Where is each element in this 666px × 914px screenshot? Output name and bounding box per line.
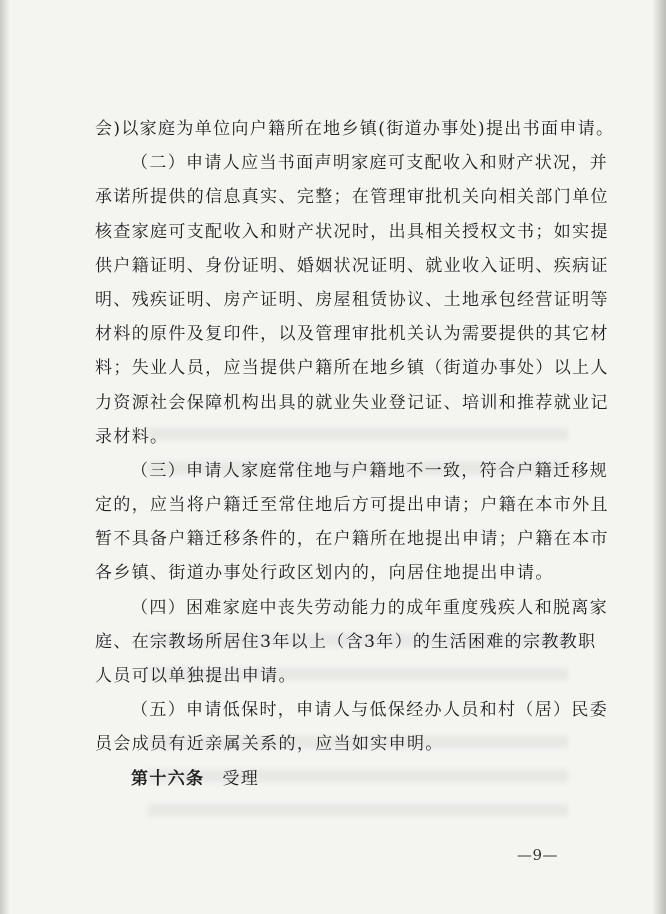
text-line: 会)以家庭为单位向户籍所在地乡镇(街道办事处)提出书面申请。 <box>95 119 615 139</box>
text-line: 材料的原件及复印件，以及管理审批机关认为需要提供的其它材 <box>95 324 609 345</box>
text-line: （二）申请人应当书面声明家庭可支配收入和财产状况，并 <box>131 153 609 174</box>
text-line: 核查家庭可支配收入和财产状况时，出具相关授权文书；如实提 <box>95 221 609 242</box>
text-line: 供户籍证明、身份证明、婚姻状况证明、就业收入证明、疾病证 <box>95 255 609 276</box>
bleed-through-shadow <box>148 804 568 816</box>
article-heading <box>95 762 573 796</box>
text-line: 员会成员有近亲属关系的，应当如实申明。 <box>95 734 444 755</box>
text-line: （五）申请低保时，申请人与低保经办人员和村（居）民委 <box>131 700 609 721</box>
text-line: 录材料。 <box>95 426 169 447</box>
text-line: 暂不具备户籍迁移条件的，在户籍所在地提出申请；户籍在本市 <box>95 529 609 550</box>
article-subject: 受理 <box>222 768 260 789</box>
text-line: 明、残疾证明、房产证明、房屋租赁协议、土地承包经营证明等 <box>95 289 609 310</box>
text-line: 定的，应当将户籍迁至常住地后方可提出申请；户籍在本市外且 <box>95 495 609 516</box>
text-line: （四）困难家庭中丧失劳动能力的成年重度残疾人和脱离家 <box>131 597 609 618</box>
document-body <box>95 112 615 796</box>
text-line: 承诺所提供的信息真实、完整；在管理审批机关向相关部门单位 <box>95 187 609 208</box>
text-line: 人员可以单独提出申请。 <box>95 666 297 686</box>
page-number: —9— <box>516 846 558 864</box>
text-line: （三）申请人家庭常住地与户籍地不一致，符合户籍迁移规 <box>131 460 609 481</box>
text-line: 力资源社会保障机构出具的就业失业登记证、培训和推荐就业记 <box>95 392 609 413</box>
text-line: 各乡镇、街道办事处行政区划内的，向居住地提出申请。 <box>95 563 554 584</box>
article-number: 第十六条 <box>131 768 205 789</box>
text-line: 料；失业人员，应当提供户籍所在地乡镇（街道办事处）以上人 <box>95 358 609 379</box>
text-line: 庭、在宗教场所居住3年以上（含3年）的生活困难的宗教教职 <box>95 631 597 652</box>
